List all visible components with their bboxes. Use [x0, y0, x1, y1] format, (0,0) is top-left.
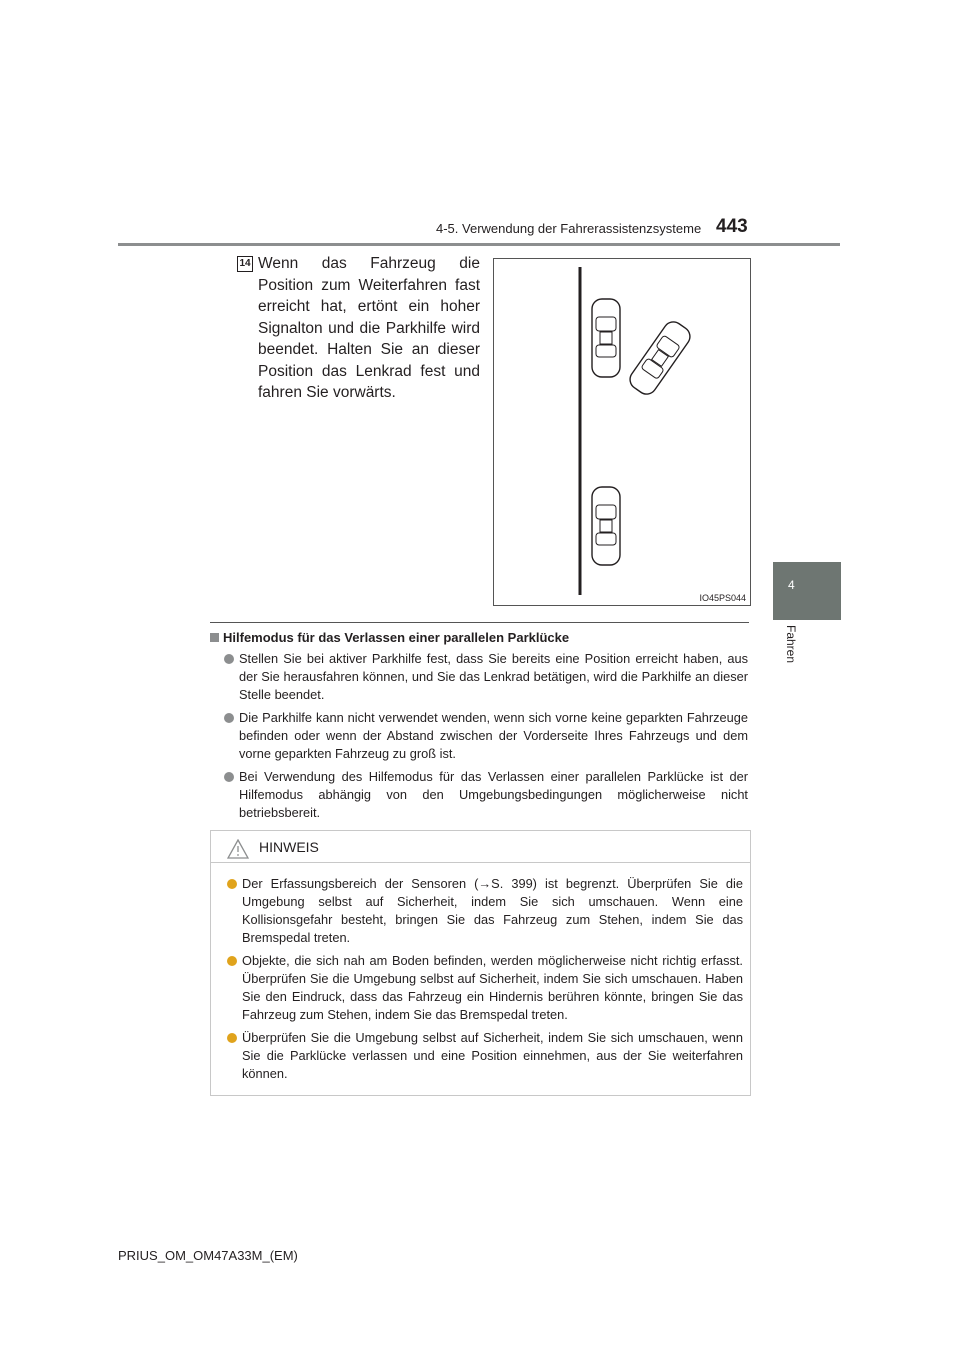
bullet-dot-icon [224, 772, 234, 782]
list-item [227, 952, 743, 1024]
list-item [224, 709, 748, 763]
list-item [224, 650, 748, 704]
section-bullets [224, 650, 748, 827]
bullet-dot-icon [227, 956, 237, 966]
list-item-text: Die Parkhilfe kann nicht verwendet wenden, wenn sich vorne keine geparkten Fahrzeuge befinden oder wenn der Abstand zwischen der Vorderseite Ihres Fahrzeugs und dem vorne geparkten Fahrzeug zu groß ist. [239, 710, 748, 761]
list-item [224, 768, 748, 822]
header-section-title: 4-5. Verwendung der Fahrerassistenzsysteme [436, 221, 702, 236]
moving-car-icon [626, 318, 694, 398]
list-item [227, 1029, 743, 1083]
section-title: Hilfemodus für das Verlassen einer parallelen Parklücke [223, 630, 570, 645]
chapter-label: Fahren [784, 625, 798, 664]
square-bullet-icon [210, 633, 219, 642]
parking-figure [493, 258, 751, 606]
section-heading [210, 630, 569, 645]
bullet-dot-icon [227, 879, 237, 889]
list-item-text: Der Erfassungsbereich der Sensoren (→S. 399) ist begrenzt. Überprüfen Sie die Umgebung selbst auf Sicherheit, indem Sie sich umschauen. Wenn eine Kollisionsgefahr besteht, bringen Sie das Fahrzeug zum Stehen, indem Sie das Bremspedal treten. [242, 876, 743, 945]
parking-diagram [494, 259, 750, 605]
list-item-text: Stellen Sie bei aktiver Parkhilfe fest, dass Sie bereits eine Position erreicht haben, aus der Sie herausfahren können, und Sie das Lenkrad betätigen, wird die Parkhilfe an dieser Stelle beendet. [239, 651, 748, 702]
section-rule [210, 622, 749, 623]
header-rule [118, 243, 840, 246]
step-text: Wenn das Fahrzeug die Position zum Weiterfahren fast erreicht hat, ertönt ein hoher Signalton und die Parkhilfe wird beendet. Halten Sie an dieser Position das Lenkrad fest und fahren Sie vorwärts. [258, 255, 480, 401]
chapter-tab [773, 562, 841, 620]
list-item-text: Bei Verwendung des Hilfemodus für das Verlassen einer parallelen Parklücke ist der Hilfemodus abhängig von den Umgebungsbedingungen möglicherweise nicht betriebsbereit. [239, 769, 748, 820]
list-item-text: Objekte, die sich nah am Boden befinden, werden möglicherweise nicht richtig erfasst. Überprüfen Sie die Umgebung selbst auf Sicherheit, indem Sie sich umschauen. Haben Sie den Eindruck, dass das Fahrzeug ein Hindernis berühren könnte, bringen Sie das Fahrzeug zum Stehen, indem Sie das Bremspedal treten. [242, 953, 743, 1022]
list-item [227, 875, 743, 947]
step-badge: 14 [237, 256, 253, 272]
warning-icon [227, 839, 249, 859]
notice-header-rule [211, 862, 750, 863]
page-number: 443 [716, 216, 748, 237]
footer-document-id: PRIUS_OM_OM47A33M_(EM) [118, 1248, 298, 1263]
figure-code: IO45PS044 [699, 593, 746, 603]
bullet-dot-icon [224, 713, 234, 723]
notice-title: HINWEIS [259, 839, 319, 855]
notice-box [210, 830, 751, 1096]
chapter-number: 4 [788, 578, 795, 592]
parked-car-icon [592, 299, 620, 377]
list-item-text: Überprüfen Sie die Umgebung selbst auf Sicherheit, indem Sie sich umschauen, wenn Sie die Parklücke verlassen und eine Position einnehmen, aus der Sie weiterfahren können. [242, 1030, 743, 1081]
parked-car-icon [592, 487, 620, 565]
notice-bullets [227, 875, 743, 1088]
bullet-dot-icon [224, 654, 234, 664]
bullet-dot-icon [227, 1033, 237, 1043]
